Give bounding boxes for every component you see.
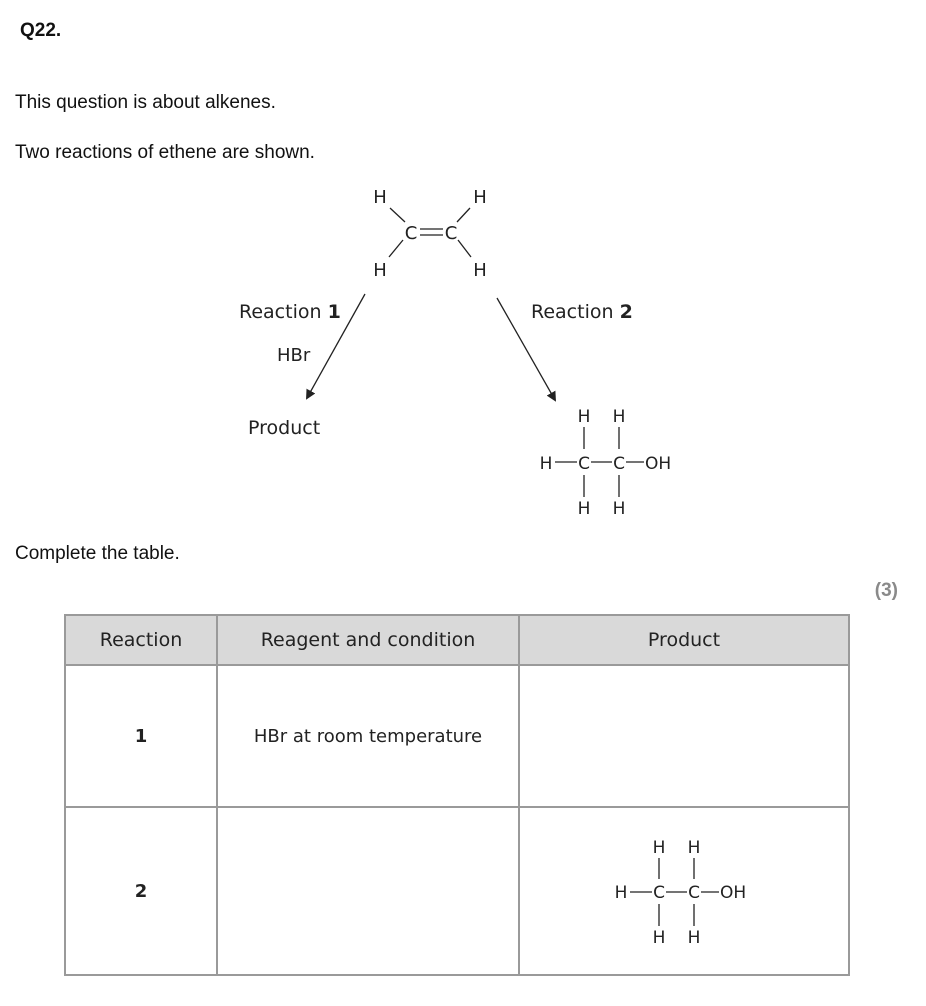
ethene-structure [373,187,487,281]
reaction-1-product: Product [248,417,321,439]
table-instruction: Complete the table. [15,543,180,564]
ethanol-carbon: C [653,883,665,903]
question-intro: This question is about alkenes. [15,92,276,113]
reaction-2-label: Reaction 2 [531,301,633,323]
ethanol-structure [540,407,672,519]
answer-table [64,614,850,976]
header-reagent: Reagent and condition [217,615,519,665]
ethanol-oh: OH [720,883,747,903]
table-header-row [65,615,849,665]
ethanol-carbon: C [613,454,625,474]
marks-indicator: (3) [874,580,898,601]
ethanol-carbon: C [688,883,700,903]
ethanol-h: H [687,928,701,948]
ethene-bonds [389,208,471,257]
ethanol-h: H [577,407,591,427]
ethanol-h: H [539,454,553,474]
reaction-1-label: Reaction 1 [239,301,341,323]
reaction-1-reagent: HBr [277,345,311,366]
ethene-carbon-right: C [444,223,458,244]
reaction-number-cell: 1 [65,665,217,807]
ethanol-h: H [612,407,626,427]
question-subintro: Two reactions of ethene are shown. [15,142,315,163]
ethanol-h: H [687,838,701,858]
header-product: Product [519,615,849,665]
table-row [65,807,849,975]
ethanol-bonds [555,427,644,497]
product-cell [519,807,849,975]
ethanol-h: H [652,928,666,948]
ethene-h-top-left: H [373,187,387,208]
ethene-h-bottom-right: H [473,260,487,281]
ethanol-h: H [577,499,591,519]
product-answer-cell[interactable] [519,665,849,807]
ethanol-structure-table [604,831,764,951]
ethanol-carbon: C [578,454,590,474]
reagent-cell: HBr at room temperature [217,665,519,807]
ethene-carbon-left: C [404,223,418,244]
ethanol-h: H [614,883,628,903]
reagent-answer-cell[interactable] [217,807,519,975]
ethene-h-bottom-left: H [373,260,387,281]
table-row [65,665,849,807]
ethanol-h: H [612,499,626,519]
question-number: Q22. [20,20,62,41]
header-reaction: Reaction [65,615,217,665]
ethene-h-top-right: H [473,187,487,208]
ethanol-oh: OH [645,454,672,474]
reaction-number-cell: 2 [65,807,217,975]
ethanol-h: H [652,838,666,858]
